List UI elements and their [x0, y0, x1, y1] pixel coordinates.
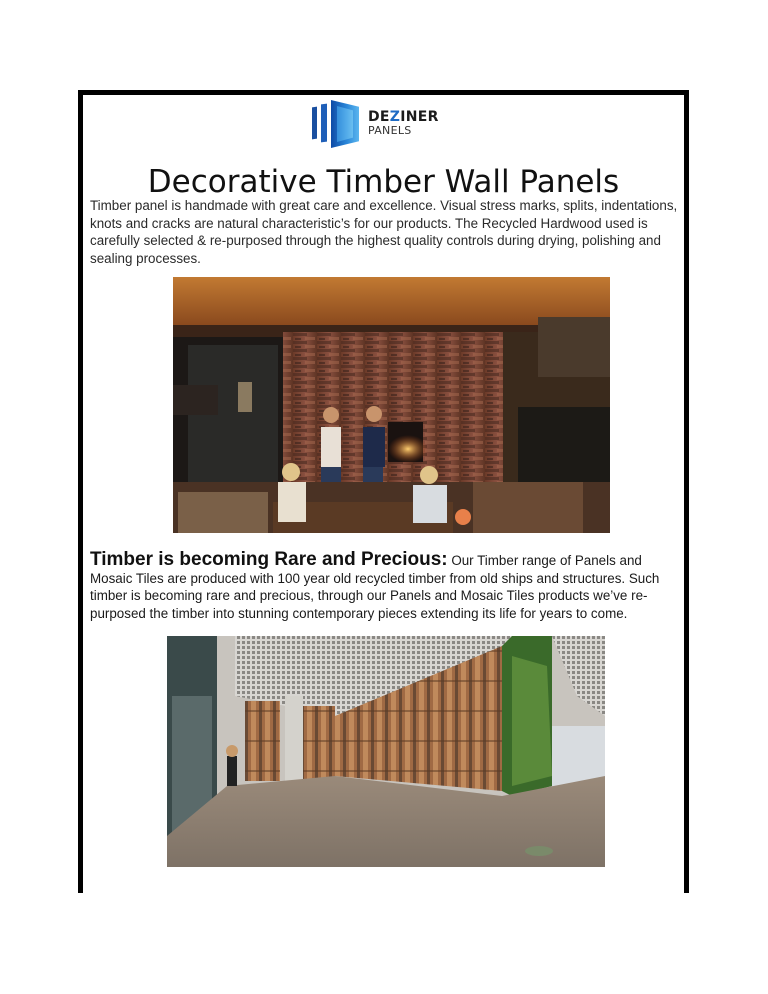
section-heading: Timber is becoming Rare and Precious: — [90, 549, 448, 570]
living-room-photo — [173, 277, 610, 533]
logo-subname: PANELS — [368, 124, 412, 137]
intro-paragraph: Timber panel is handmade with great care and excellence. Visual stress marks, splits, indentations, knots and cracks are natural characteristic’s for our products. The Recycled Hardwood used is carefully selected & re-purposed through the highest quality controls during drying, polishing and sealing processes. — [90, 198, 678, 266]
page-title: Decorative Timber Wall Panels — [147, 164, 620, 200]
section-body: Our Timber range of Panels and Mosaic Tiles are produced with 100 year old recycled timber from old ships and structures. Such timber is becoming rare and precious, through our Panels and Mosaic Tiles products we’ve re-purposed the timber into stunning contemporary pieces extending its life for years to come. — [90, 553, 660, 621]
logo-wordmark — [368, 110, 439, 136]
deziner-panels-logo — [310, 97, 439, 149]
logo-panels-icon — [310, 97, 362, 149]
logo-name: DEZINER — [368, 109, 439, 125]
rare-precious-section — [90, 551, 682, 622]
lobby-photo — [167, 636, 605, 867]
